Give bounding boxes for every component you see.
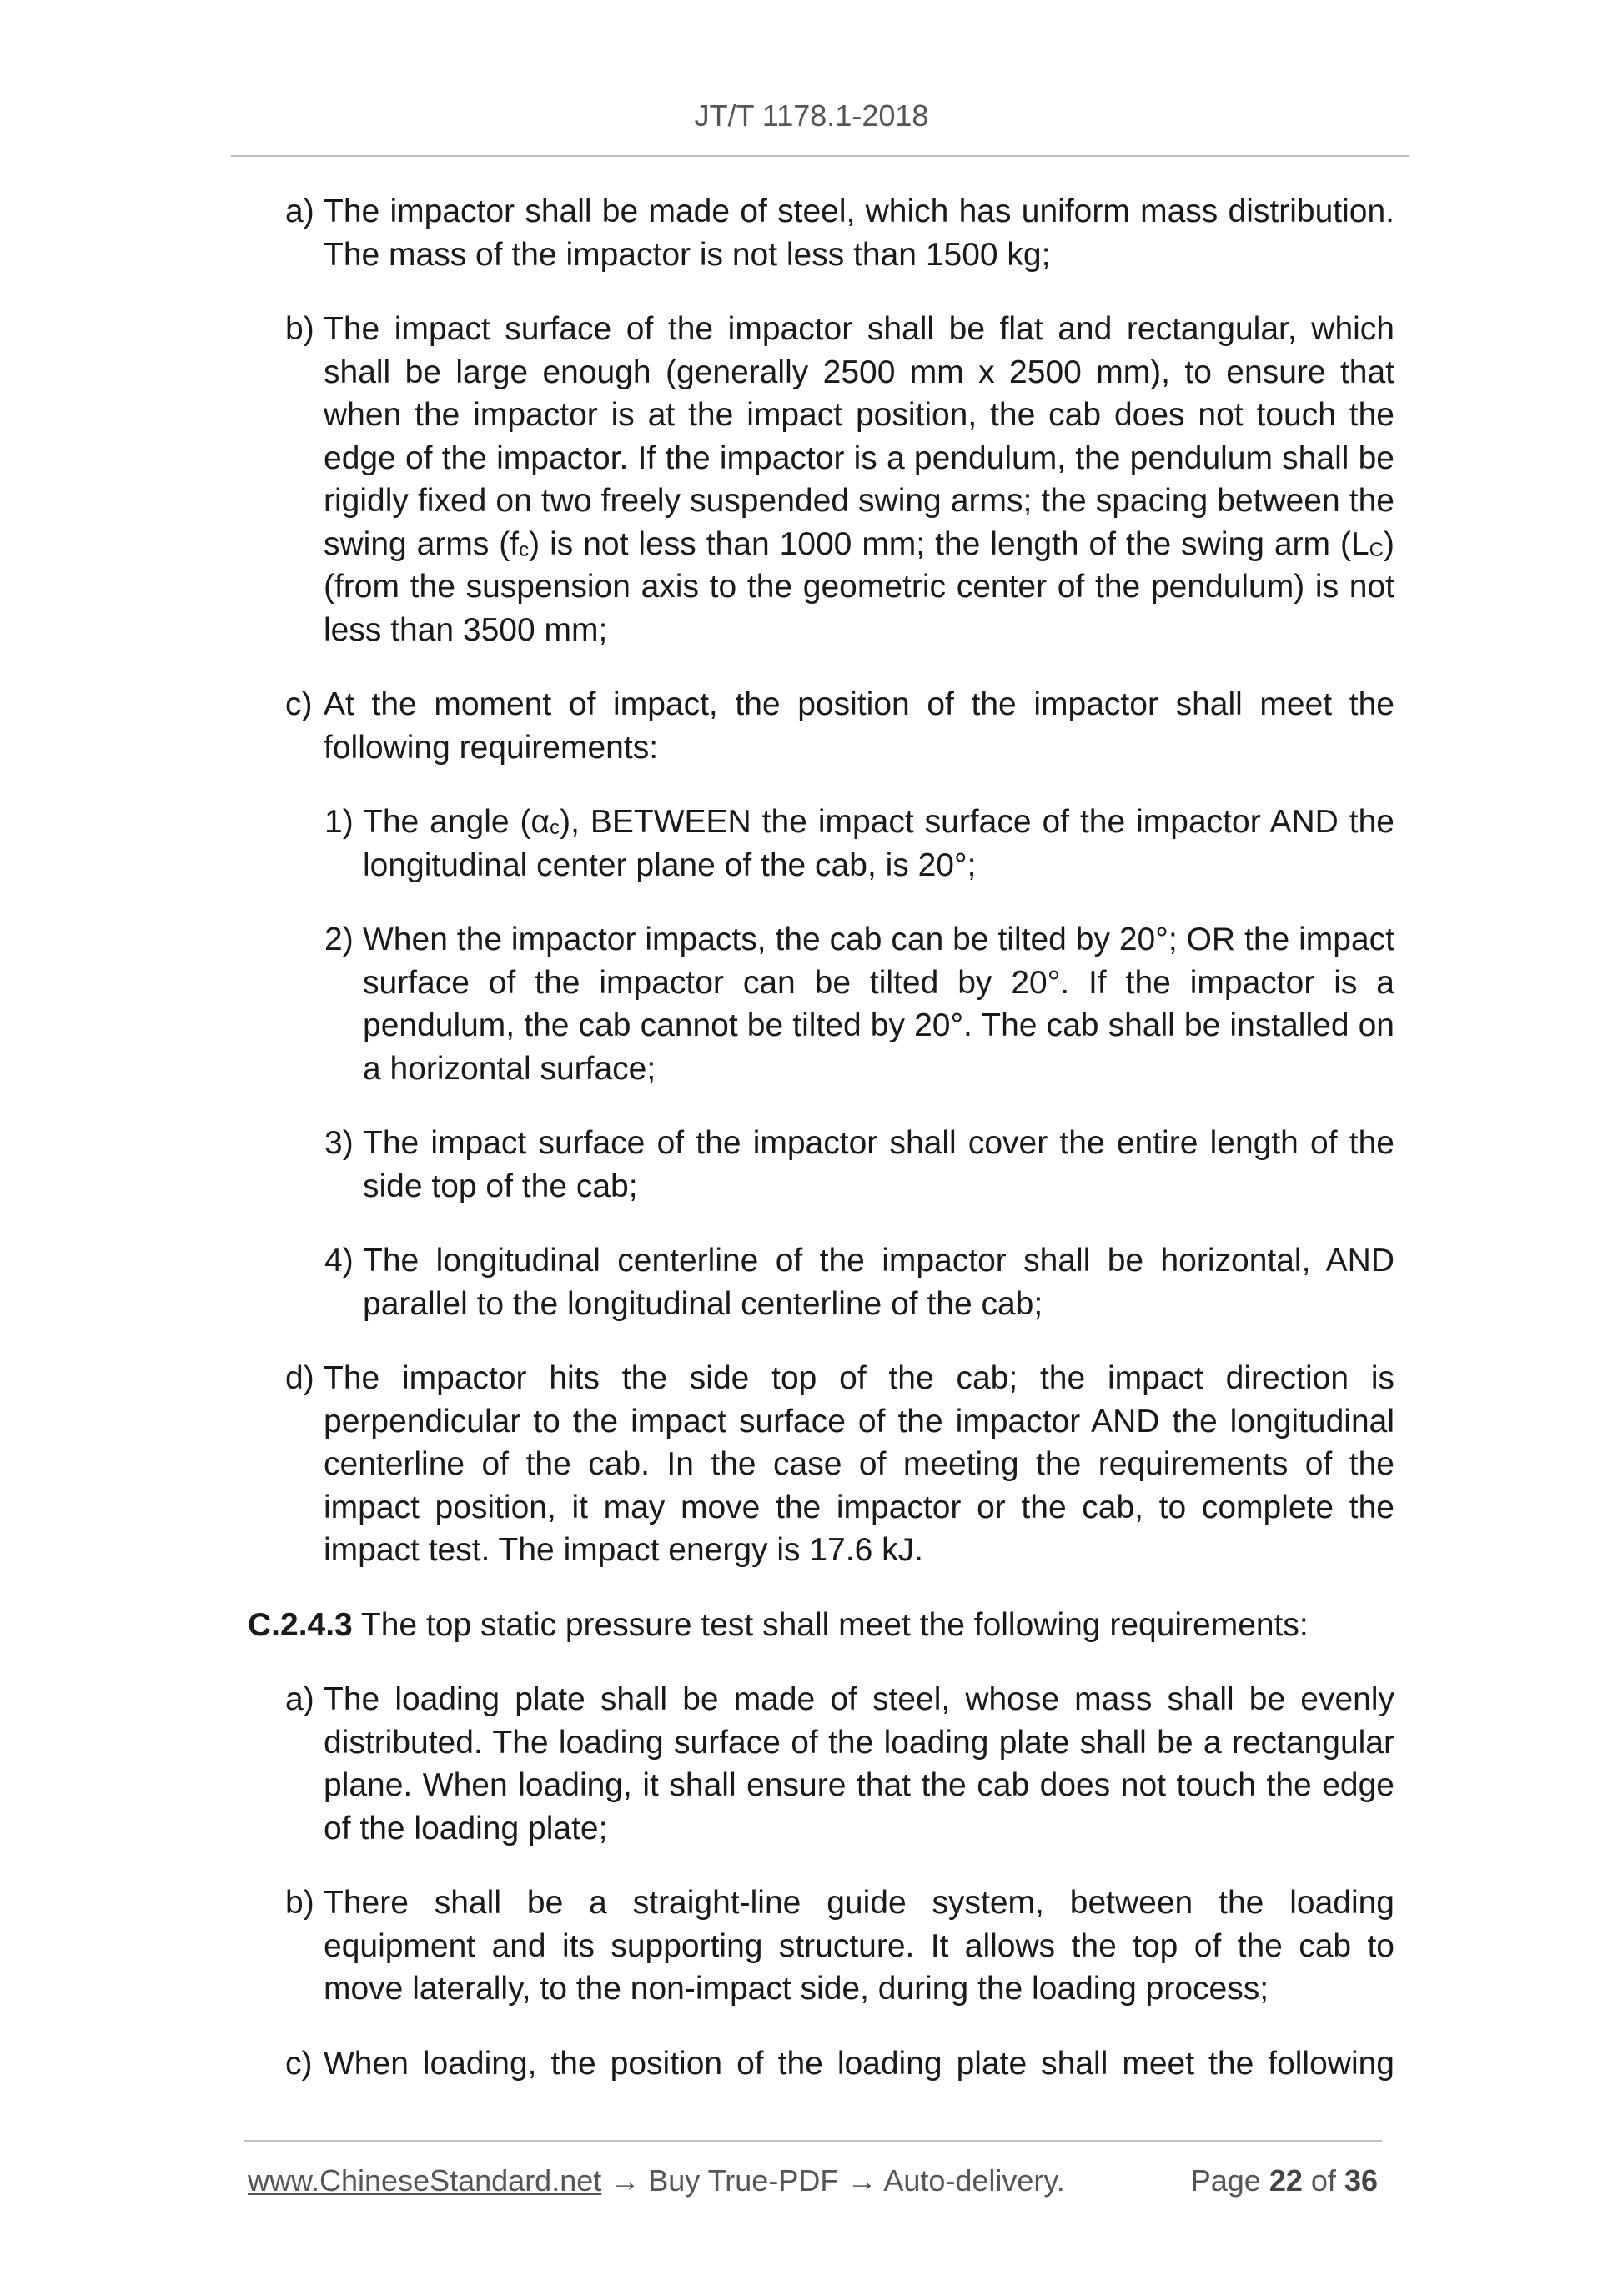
item-marker: d) — [285, 1360, 314, 1396]
item-text: The impact surface of the impactor shall cover the entire length of the side top of the cab; — [363, 1125, 1394, 1204]
item-marker: 2) — [324, 922, 354, 957]
list-item-c-2 — [285, 2042, 1394, 2086]
item-text: The impactor hits the side top of the cab; the impact direction is perpendicular to the impact surface of the impactor AND the longitudinal centerline of the cab. In the case of meeting the requirements of the impact position, it may move the impactor or the cab, to complete the impact test. The impact energy is 17.6 kJ. — [324, 1360, 1394, 1568]
item-marker: a) — [285, 1681, 314, 1717]
footer-tagline: → Buy True-PDF → Auto-delivery. — [601, 2163, 1065, 2198]
item-text: ), BETWEEN the impact surface of the impactor AND the longitudinal center plane of the cab, is 20°; — [363, 804, 1394, 883]
item-text: The angle (α — [363, 804, 550, 840]
clause-number: C.2.4.3 — [248, 1606, 353, 1643]
header-divider — [231, 155, 1409, 157]
list-item-b — [285, 308, 1395, 651]
item-marker: b) — [285, 311, 314, 347]
list-item-a — [285, 190, 1394, 276]
list-item-c — [285, 683, 1394, 769]
list-item-b-2 — [285, 1882, 1394, 2011]
item-marker: a) — [285, 193, 314, 229]
item-text: The longitudinal centerline of the impactor shall be horizontal, AND parallel to the longitudinal centerline of the cab; — [363, 1243, 1394, 1322]
subscript: c — [550, 816, 560, 839]
item-marker: 1) — [324, 804, 354, 840]
document-body — [0, 190, 1623, 2117]
subscript: C — [1369, 538, 1384, 561]
subscript: c — [519, 538, 530, 561]
sub-item-2 — [324, 918, 1394, 1090]
sub-item-1 — [324, 801, 1394, 887]
list-item-d — [285, 1357, 1394, 1572]
page-of: of — [1310, 2163, 1336, 2198]
running-header: JT/T 1178.1-2018 — [694, 98, 929, 133]
item-text: When the impactor impacts, the cab can be tilted by 20°; OR the impact surface of the impactor can be tilted by 20°. If the impactor is a pendulum, the cab cannot be tilted by 20°. The cab shall be installed on a horizontal surface; — [363, 922, 1394, 1087]
clause-heading — [248, 1604, 1394, 1647]
item-text: When loading, the position of the loading plate shall meet the following — [324, 2045, 1394, 2082]
item-marker: c) — [285, 2045, 313, 2082]
item-text: At the moment of impact, the position of the impactor shall meet the following requirements: — [324, 686, 1394, 766]
sub-item-4 — [324, 1239, 1394, 1325]
page-footer — [248, 2163, 1378, 2198]
item-text: ) (from the suspension axis to the geometric center of the pendulum) is not less than 3500 mm; — [324, 525, 1395, 648]
clause-text: The top static pressure test shall meet the following requirements: — [360, 1606, 1309, 1643]
website-link[interactable]: www.ChineseStandard.net — [248, 2163, 602, 2198]
item-text: ) is not less than 1000 mm; the length of the swing arm (L — [529, 525, 1369, 562]
item-text: The impactor shall be made of steel, which has uniform mass distribution. The mass of the impactor is not less than 1500 kg; — [324, 193, 1394, 273]
footer-divider — [244, 2140, 1382, 2142]
item-marker: 3) — [324, 1125, 354, 1161]
page-current: 22 — [1269, 2163, 1303, 2198]
item-marker: 4) — [324, 1243, 354, 1279]
list-item-a-2 — [285, 1678, 1394, 1850]
item-marker: c) — [285, 686, 313, 722]
item-text: The impact surface of the impactor shall be flat and rectangular, which shall be large enough (generally 2500 mm x 2500 mm), to ensure that when the impactor is at the impact position, the cab does not touch the edge of the impactor. If the impactor is a pendulum, the pendulum shall be rigidly fixed on two freely suspended swing arms; the spacing between the swing arms (f — [324, 311, 1394, 562]
sub-item-3 — [324, 1122, 1394, 1208]
item-marker: b) — [285, 1885, 314, 1921]
item-text: There shall be a straight-line guide system, between the loading equipment and its supporting structure. It allows the top of the cab to move laterally, to the non-impact side, during the loading process; — [324, 1885, 1394, 2007]
page-label: Page — [1190, 2163, 1261, 2198]
page-indicator — [1191, 2163, 1378, 2198]
page-total: 36 — [1344, 2163, 1378, 2198]
item-text: The loading plate shall be made of steel, whose mass shall be evenly distributed. The loading surface of the loading plate shall be a rectangular plane. When loading, it shall ensure that the cab does not touch the edge of the loading plate; — [324, 1681, 1394, 1846]
